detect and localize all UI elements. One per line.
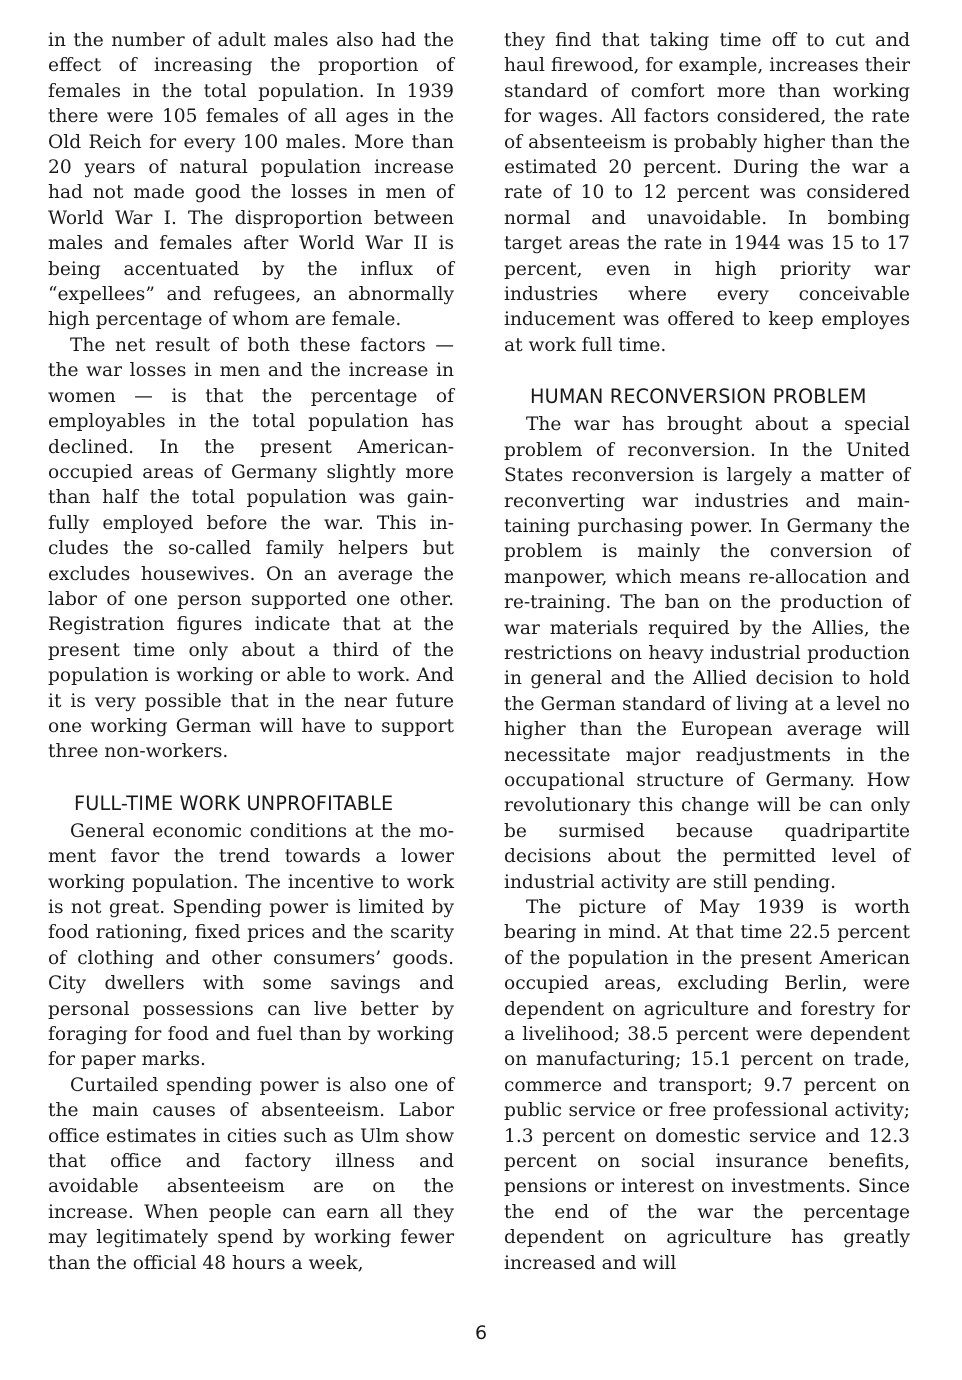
left-column (48, 28, 454, 1276)
right-paragraph-3: The picture of May 1939 is worth bearing in mind. At that time 22.5 percent of the population in the present American occupied areas, excluding Berlin, were dependent on agriculture and forestry for a livelihood; 38.5 percent were dependent on manufacturing; 15.1 percent on trade, commerce and transport; 9.7 percent on public service or free professional activity; 1.3 percent on domestic service and 12.3 percent on social insurance benefits, pensions or interest on investments. Since the end of the war the percentage dependent on agriculture has greatly increased and will (504, 897, 910, 1274)
right-paragraph-2: The war has brought about a special problem of reconversion. In the United States reconversion is largely a matter of reconverting war industries and maintaining purchasing power. In Germany the problem is mainly the conversion of manpower, which means re-allocation and re-training. The ban on the production of war materials required by the Allies, the restrictions on heavy industrial production in general and the Allied decision to hold the German standard of living at a level no higher than the European average will necessitate major readjustments in the occupational structure of Germany. How revolutionary this change will be can only be surmised because quadripartite decisions about the permitted level of industrial activity are still pending. (504, 414, 910, 893)
page-number: 6 (474, 1322, 488, 1344)
left-paragraph-3: General economic conditions at the moment favor the trend towards a lower working population. The incentive to work is not great. Spending power is limited by food rationing, fixed prices and the scarity of clothing and other consumers’ goods. City dwellers with some savings and personal possessions can live better by foraging for food and fuel than by working for paper marks. (48, 820, 454, 1071)
right-paragraph-1: they find that taking time off to cut and haul firewood, for example, increases their standard of comfort more than working for wages. All factors considered, the rate of absenteeism is probably higher than the estimated 20 percent. During the war a rate of 10 to 12 percent was considered normal and unavoidable. In bombing target areas the rate in 1944 was 15 to 17 percent, even in high priority war industries where every conceivable inducement was offered to keep employes at work full time. (504, 30, 910, 356)
left-paragraph-4: Curtailed spending power is also one of the main causes of absenteeism. Labor office estimates in cities such as Ulm show that office and factory illness and avoidable absenteeism are on the increase. When people can earn all they may legitimately spend by working fewer than the official 48 hours a week, (48, 1074, 454, 1274)
left-paragraph-2: The net result of both these factors — the war losses in men and the increase in women — is that the percentage of employables in the total population has declined. In the present American-occupied areas of Germany slightly more than half the total population was gainfully employed before the war. This includes the so-called family helpers but excludes housewives. On an average the labor of one person supported one other. Registration figures indicate that at the present time only about a third of the population is working or able to work. And it is very possible that in the near future one working German will have to support three non-workers. (48, 334, 454, 763)
section-heading-full-time-work: FULL-TIME WORK UNPROFITABLE (74, 791, 394, 815)
right-column (504, 28, 910, 1276)
section-heading-human-reconversion: HUMAN RECONVERSION PROBLEM (530, 385, 867, 409)
left-paragraph-1: in the number of adult males also had the effect of increasing the proportion of females in the total population. In 1939 there were 105 females of all ages in the Old Reich for every 100 males. More than 20 years of natural population increase had not made good the losses in men of World War I. The disproportion between males and females after World War II is being accentuated by the influx of “expellees” and refugees, an abnormally high percentage of whom are female. (48, 30, 454, 331)
